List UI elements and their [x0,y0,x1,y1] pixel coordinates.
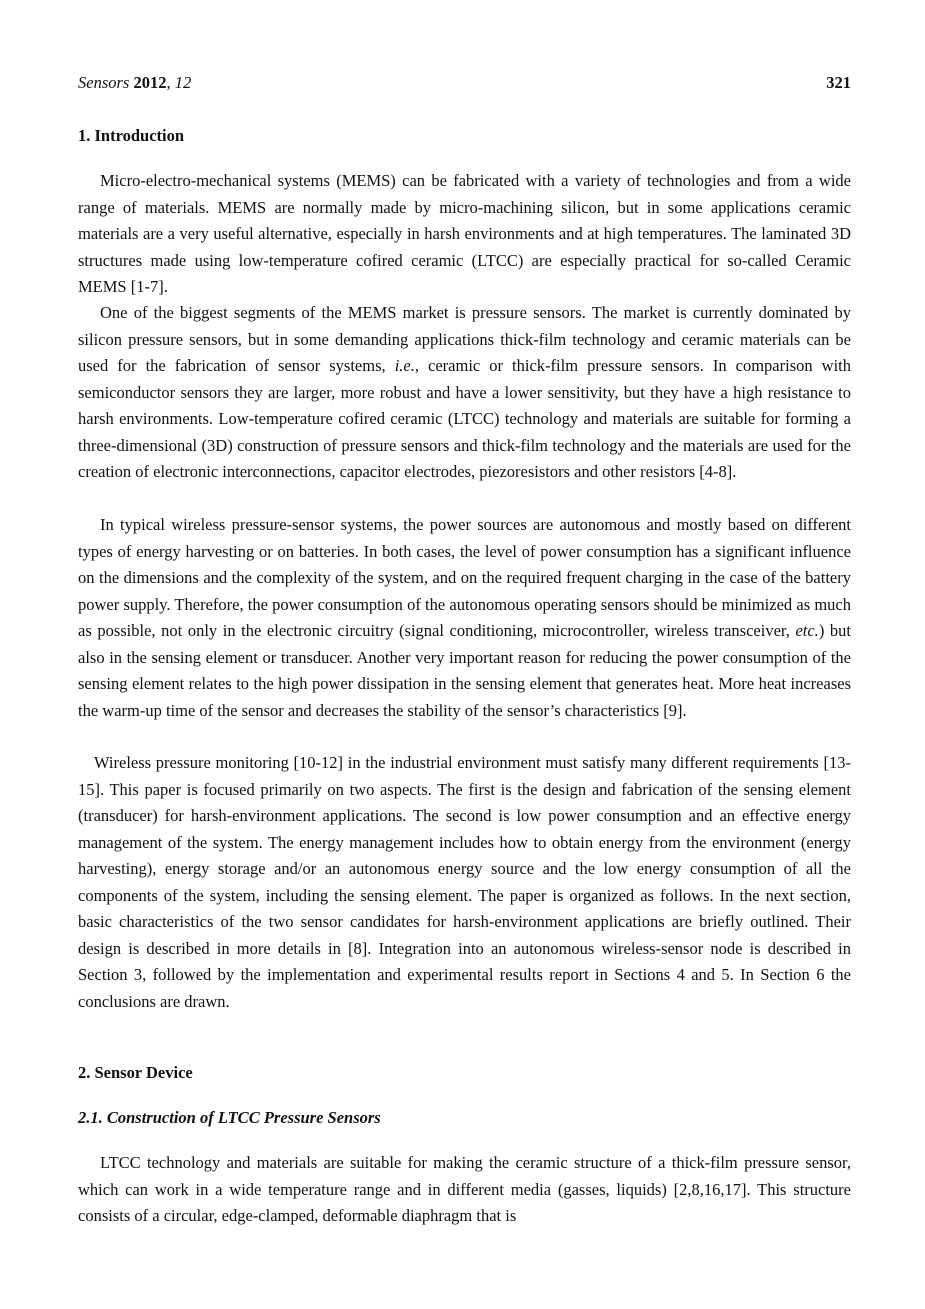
paragraph-intro-2-part-a: One of the biggest segments of the MEMS market is pressure sensors. The market is currently dominated by silicon pressure sensors, but in some demanding applications thick-film technology and ceramic materials can be used for the fabrication of sensor systems, [78,303,851,376]
paragraph-intro-1: Micro-electro-mechanical systems (MEMS) can be fabricated with a variety of technologies and from a wide range of materials. MEMS are normally made by micro-machining silicon, but in some applications ceramic materials are a very useful alternative, especially in harsh environments and at high temperatures. The laminated 3D structures made using low-temperature cofired ceramic (LTCC) are especially practical for so-called Ceramic MEMS [1-7]. [78,171,851,297]
page-number: 321 [826,73,851,92]
paragraph-intro-2 [78,300,851,486]
paragraph-intro-3-etc: etc. [795,621,819,641]
paragraph-intro-2-ie: i.e. [394,356,415,376]
section-heading-sensor-device: 2. Sensor Device [78,1063,193,1082]
journal-citation: Sensors 2012, 12 [78,73,192,92]
running-header [78,73,851,93]
subsection-heading-ltcc-construction: 2.1. Construction of LTCC Pressure Sensors [78,1108,381,1127]
paragraph-intro-3-part-a: In typical wireless pressure-sensor systems, the power sources are autonomous and mostly based on different types of energy harvesting or on batteries. In both cases, the level of power consumption has a significant influence on the dimensions and the complexity of the system, and on the required frequent charging in the case of the battery power supply. Therefore, the power consumption of the autonomous operating sensors should be minimized as much as possible, not only in the electronic circuitry (signal conditioning, microcontroller, wireless transceiver, [78,515,851,641]
section-heading-introduction: 1. Introduction [78,126,185,145]
paragraph-intro-4: Wireless pressure monitoring [10-12] in the industrial environment must satisfy many different requirements [13-15]. This paper is focused primarily on two aspects. The first is the design and fabrication of the sensing element (transducer) for harsh-environment applications. The second is low power consumption and an effective energy management of the system. The energy management includes how to obtain energy from the environment (energy harvesting), energy storage and/or an autonomous energy source and the low energy consumption of all the components of the system, including the sensing element. The paper is organized as follows. In the next section, basic characteristics of the two sensor candidates for harsh-environment applications are briefly outlined. Their design is described in more details in [8]. Integration into an autonomous wireless-sensor node is described in Section 3, followed by the implementation and experimental results report in Sections 4 and 5. In Section 6 the conclusions are drawn. [78,753,851,1011]
paragraph-intro-2-part-b: , ceramic or thick-film pressure sensors. In comparison with semiconductor sensors they are larger, more robust and have a lower sensitivity, but they have a high resistance to harsh environments. Low-temperature cofired ceramic (LTCC) technology and materials are suitable for forming a three-dimensional (3D) construction of pressure sensors and thick-film technology and the materials are used for the creation of electronic interconnections, capacitor electrodes, piezoresistors and other resistors [4-8]. [78,356,851,482]
paragraph-intro-3 [78,512,851,724]
journal-name: Sensors [78,73,130,92]
journal-year: 2012 [133,73,167,92]
paragraph-sensor-1: LTCC technology and materials are suitable for making the ceramic structure of a thick-film pressure sensor, which can work in a wide temperature range and in different media (gasses, liquids) [2,8,16,17]. This structure consists of a circular, edge-clamped, deformable diaphragm that is [78,1153,851,1226]
paragraph-intro-3-part-b: ) but also in the sensing element or transducer. Another very important reason for reducing the power consumption of the sensing element relates to the high power dissipation in the sensing element that generates heat. More heat increases the warm-up time of the sensor and decreases the stability of the sensor’s characteristics [9]. [78,621,851,720]
journal-volume: 12 [174,73,192,92]
